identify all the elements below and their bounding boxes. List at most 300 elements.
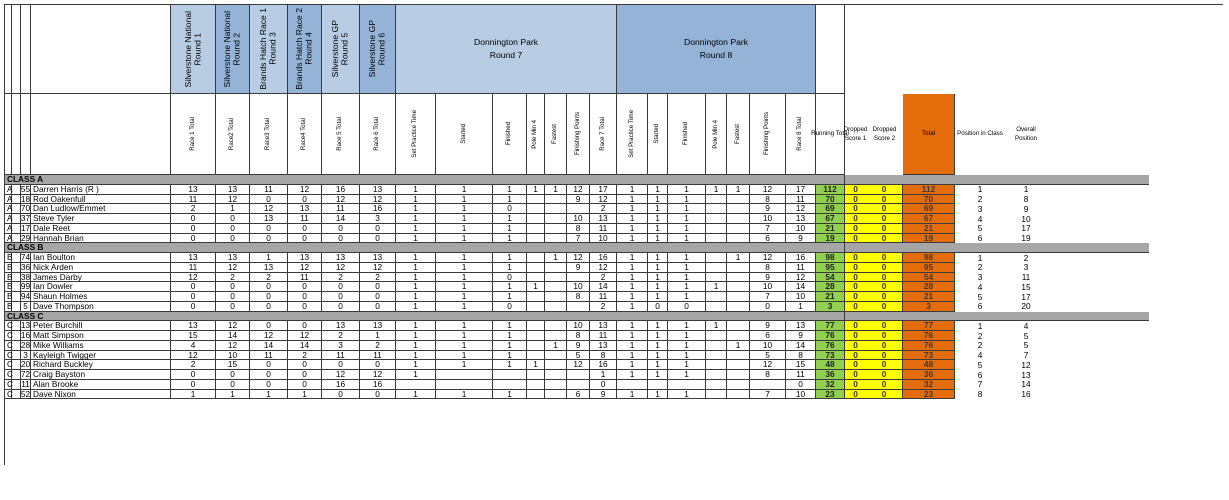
value-pos_overall	[1005, 214, 1047, 224]
driver-name-text: Matt Simpson	[33, 330, 84, 341]
value-pos_overall-text: 12	[1021, 359, 1031, 370]
value-pos_overall	[1005, 185, 1047, 195]
value-f8	[668, 234, 706, 244]
value-fa7-text: 1	[553, 252, 558, 263]
value-r4-text: 2	[302, 349, 307, 360]
value-r5-text: 2	[338, 271, 343, 282]
value-t7-text: 10	[598, 232, 608, 243]
column-header-r7_pole	[527, 94, 545, 175]
value-d1-text: 0	[853, 183, 858, 194]
value-s8-text: 1	[655, 261, 660, 272]
value-r1-text: 2	[190, 203, 196, 214]
value-d1-text: 0	[853, 330, 858, 341]
value-d1-text: 0	[853, 232, 858, 243]
value-f8-text: 1	[684, 232, 689, 243]
value-t7-text: 17	[598, 183, 608, 194]
value-running-text: 76	[825, 339, 835, 350]
value-r4-text: 14	[299, 339, 310, 350]
value-pm7-text: 1	[533, 183, 538, 194]
column-header-r7_practice-text: Set Practice Time	[411, 110, 419, 158]
value-fa7	[545, 370, 567, 380]
value-total	[903, 234, 955, 244]
value-s7-text: 1	[461, 359, 467, 370]
value-pos_class-text: 6	[977, 369, 983, 380]
value-f7-text: 1	[507, 330, 512, 341]
value-r6-text: 12	[372, 193, 383, 204]
value-r6-text: 0	[375, 300, 380, 311]
column-header-dropped-2-text: Dropped Score 2	[872, 126, 897, 142]
value-s7	[436, 302, 493, 312]
value-d1-text: 0	[853, 359, 858, 370]
value-fa8	[727, 224, 750, 234]
value-pos_class	[955, 302, 1005, 312]
value-d1-text: 0	[853, 222, 858, 233]
value-f7	[493, 234, 527, 244]
value-fa7-text: 1	[553, 183, 558, 194]
value-fp7-text: 12	[573, 183, 583, 194]
value-running-text: 112	[823, 183, 837, 194]
value-pm7	[527, 195, 545, 205]
value-r5-text: 0	[338, 281, 343, 292]
value-p7-text: 1	[413, 339, 418, 350]
value-r6-text: 3	[375, 213, 380, 224]
value-d1	[845, 390, 866, 400]
value-fa8	[727, 370, 750, 380]
value-pos_overall-text: 20	[1021, 301, 1031, 312]
value-fa7	[545, 214, 567, 224]
column-header-race5	[322, 94, 360, 175]
value-r1	[171, 302, 216, 312]
blank-cell	[12, 380, 21, 390]
value-d2-text: 0	[881, 378, 887, 389]
value-s7-text: 1	[461, 291, 467, 302]
value-running	[816, 234, 845, 244]
value-r3-text: 11	[264, 349, 273, 360]
value-f7	[493, 370, 527, 380]
value-f7-text: 0	[507, 203, 512, 214]
blank-cell	[12, 360, 21, 370]
value-running-text: 36	[825, 369, 835, 380]
value-t7-text: 14	[598, 281, 608, 292]
column-header-race2-text: Race2 Total	[228, 117, 236, 151]
value-r5-text: 0	[338, 232, 343, 243]
value-fa7	[545, 234, 567, 244]
value-r6-text: 13	[372, 183, 383, 194]
value-pos_overall	[1005, 321, 1047, 331]
value-p8-text: 1	[629, 261, 635, 272]
column-header-dropped-2	[866, 94, 903, 175]
value-fa8	[727, 302, 750, 312]
value-r6-text: 12	[372, 369, 383, 380]
value-s7-text: 1	[461, 320, 467, 331]
value-fp7-text: 10	[573, 281, 583, 292]
event-header-r3-text: Brands Hatch Race 1 Round 3	[258, 8, 278, 90]
value-r5	[322, 234, 360, 244]
class-cell-text: C	[7, 320, 13, 331]
value-fp7	[567, 263, 590, 273]
event-header-r7-text: Donnington Park Round 7	[473, 37, 539, 60]
class-section-band	[845, 243, 1149, 253]
value-r3-text: 11	[264, 183, 273, 194]
value-pos_overall-text: 16	[1021, 389, 1031, 400]
value-d2	[866, 302, 903, 312]
value-d2-text: 0	[881, 232, 887, 243]
column-header-r7_points-text: Finishing Points	[573, 112, 581, 156]
value-pm7-text: 1	[533, 281, 538, 292]
value-p8-text: 1	[629, 320, 635, 331]
value-pm8-text: 1	[713, 320, 719, 331]
value-s7-text: 1	[461, 203, 467, 214]
value-fp8-text: 5	[765, 349, 770, 360]
value-r5-text: 12	[335, 193, 346, 204]
value-d1	[845, 234, 866, 244]
value-r5-text: 0	[338, 388, 343, 399]
column-header-r8_practice	[617, 94, 648, 175]
header-blank	[31, 94, 171, 175]
value-pos_class-text: 1	[977, 184, 983, 195]
value-d1	[845, 302, 866, 312]
value-d2-text: 0	[881, 193, 887, 204]
value-f8-text: 1	[684, 359, 689, 370]
value-r1-text: 12	[188, 271, 198, 282]
value-fp8-text: 7	[765, 222, 770, 233]
value-pm8	[706, 185, 727, 195]
value-d2-text: 0	[881, 291, 887, 302]
value-running-text: 19	[825, 232, 835, 243]
value-pos_class-text: 2	[977, 194, 983, 205]
value-running-text: 54	[825, 271, 835, 282]
value-f8-text: 1	[684, 183, 689, 194]
column-header-r8_fastest-text: Fastest	[733, 124, 741, 144]
value-fp8-text: 12	[762, 183, 773, 194]
value-p7-text: 1	[413, 203, 418, 214]
value-t7-text: 0	[600, 378, 606, 389]
value-pos_overall	[1005, 204, 1047, 214]
value-pos_class	[955, 321, 1005, 331]
value-pos_overall	[1005, 302, 1047, 312]
value-r2-text: 12	[227, 193, 238, 204]
column-header-r7_points	[567, 94, 590, 175]
value-f8-text: 1	[684, 330, 689, 341]
value-r6-text: 2	[375, 271, 380, 282]
value-t7-text: 2	[600, 300, 606, 311]
value-pm7	[527, 214, 545, 224]
column-header-r7_fastest-text: Fastest	[551, 124, 559, 144]
value-pm8-text: 1	[713, 183, 719, 194]
value-pm8	[706, 224, 727, 234]
value-pos_class	[955, 273, 1005, 283]
value-r6-text: 1	[375, 330, 380, 341]
value-r4-text: 0	[302, 291, 307, 302]
value-p8-text: 1	[629, 222, 635, 233]
value-r3-text: 12	[263, 203, 274, 214]
value-total-text: 23	[923, 388, 934, 399]
driver-name-text: Craig Bayston	[33, 369, 86, 380]
value-t8-text: 14	[795, 339, 806, 350]
value-r2	[216, 234, 250, 244]
value-s8-text: 1	[655, 349, 660, 360]
value-fp7-text: 8	[575, 291, 581, 302]
value-p7-text: 1	[413, 369, 418, 380]
value-pos_overall	[1005, 292, 1047, 302]
column-header-r7_started-text: Started	[459, 124, 467, 144]
class-cell-text: A	[7, 203, 13, 214]
value-r3-text: 1	[266, 388, 271, 399]
value-f7-text: 1	[507, 388, 512, 399]
value-s7	[436, 360, 493, 370]
value-r2-text: 2	[230, 271, 235, 282]
value-pos_class	[955, 351, 1005, 361]
column-header-race6-text: Race 6 Total	[373, 117, 381, 151]
value-r2-text: 14	[227, 330, 238, 341]
event-header-r6	[360, 5, 396, 94]
value-r2-text: 12	[227, 261, 238, 272]
value-p8-text: 1	[629, 330, 635, 341]
class-cell-text: B	[7, 261, 13, 272]
value-f8-text: 0	[684, 300, 689, 311]
value-s7-text: 1	[461, 252, 467, 263]
blank-cell	[12, 204, 21, 214]
value-fp7-text: 8	[575, 222, 581, 233]
car-number-text: 55	[20, 183, 31, 194]
value-f7-text: 1	[507, 183, 512, 194]
car-number-text: 70	[20, 203, 31, 214]
class-cell-text: B	[7, 271, 13, 282]
value-pos_class	[955, 390, 1005, 400]
class-cell-text: A	[7, 232, 13, 243]
value-fp7	[567, 370, 590, 380]
value-f7-text: 1	[507, 281, 512, 292]
value-pos_class	[955, 331, 1005, 341]
value-pos_overall-text: 14	[1021, 379, 1031, 390]
value-fa7	[545, 321, 567, 331]
value-f8-text: 1	[684, 203, 689, 214]
value-d1-text: 0	[853, 349, 858, 360]
value-r4-text: 0	[302, 281, 307, 292]
value-p7-text: 1	[413, 252, 418, 263]
value-s7-text: 1	[461, 222, 467, 233]
value-f7	[493, 302, 527, 312]
value-t7-text: 1	[600, 369, 606, 380]
value-fa8	[727, 195, 750, 205]
column-header-overall-position-text: Overall Position	[1014, 126, 1037, 142]
value-t8	[786, 234, 816, 244]
value-r1-text: 13	[188, 183, 198, 194]
value-r1-text: 0	[190, 213, 196, 224]
event-header-r1	[171, 5, 216, 94]
value-r1	[171, 234, 216, 244]
value-d1-text: 0	[853, 252, 858, 263]
value-fp7-text: 12	[573, 359, 583, 370]
driver-name-text: Peter Burchill	[33, 320, 83, 331]
car-number-text: 13	[20, 320, 31, 331]
car-number-text: 37	[20, 213, 31, 224]
value-t8-text: 11	[796, 193, 805, 204]
value-r3-text: 0	[266, 320, 271, 331]
value-d1-text: 0	[853, 213, 858, 224]
class-cell-text: C	[7, 339, 13, 350]
value-pm8	[706, 321, 727, 331]
value-t7-text: 13	[598, 320, 608, 331]
value-r3-text: 2	[266, 271, 271, 282]
value-p7	[396, 370, 436, 380]
class-section-label: CLASS B	[7, 242, 44, 253]
column-header-r8_started	[648, 94, 668, 175]
driver-name	[31, 234, 171, 244]
class-cell-text: B	[7, 291, 13, 302]
value-pos_class-text: 5	[977, 359, 983, 370]
value-r4-text: 13	[299, 203, 310, 214]
value-t7-text: 11	[598, 222, 608, 233]
event-header-r8-text: Donnington Park Round 8	[683, 37, 749, 60]
value-total-text: 21	[923, 222, 934, 233]
value-fa7	[545, 263, 567, 273]
value-pos_overall-text: 17	[1021, 223, 1031, 234]
value-fp8-text: 8	[765, 193, 770, 204]
event-header-r7	[396, 5, 617, 94]
header-blank	[816, 5, 845, 94]
blank-cell	[12, 292, 21, 302]
value-running-text: 95	[825, 261, 835, 272]
value-f7-text: 1	[507, 359, 512, 370]
value-d2-text: 0	[881, 213, 887, 224]
column-header-race2	[216, 94, 250, 175]
value-pos_overall-text: 2	[1023, 252, 1029, 263]
header-blank	[21, 5, 31, 94]
value-fa8	[727, 292, 750, 302]
value-r2-text: 0	[230, 300, 235, 311]
value-pos_overall-text: 10	[1021, 213, 1031, 224]
value-s8-text: 1	[655, 320, 660, 331]
value-r4-text: 0	[302, 378, 307, 389]
blank-cell	[12, 263, 21, 273]
value-pos_class	[955, 263, 1005, 273]
value-f8-text: 1	[684, 281, 689, 292]
value-r1-text: 1	[190, 388, 196, 399]
value-p8	[617, 234, 648, 244]
value-r6-text: 13	[372, 320, 383, 331]
value-pos_overall-text: 5	[1023, 340, 1029, 351]
value-p8-text: 1	[629, 291, 635, 302]
car-number-text: 36	[20, 261, 31, 272]
value-pos_class	[955, 214, 1005, 224]
class-cell-text: A	[7, 213, 13, 224]
driver-name	[31, 302, 171, 312]
value-fp7-text: 12	[573, 252, 583, 263]
value-d1-text: 0	[853, 291, 858, 302]
value-p7-text: 1	[413, 193, 418, 204]
value-f8-text: 1	[684, 252, 689, 263]
value-running-text: 23	[825, 388, 835, 399]
column-header-r8_started-text: Started	[653, 124, 661, 144]
value-pos_class	[955, 224, 1005, 234]
value-s8-text: 1	[655, 193, 660, 204]
value-r3	[250, 302, 288, 312]
value-d1-text: 0	[853, 193, 858, 204]
value-pos_overall-text: 11	[1021, 272, 1031, 283]
value-fp8-text: 12	[762, 359, 773, 370]
value-r3-text: 0	[266, 300, 271, 311]
value-d1-text: 0	[853, 369, 858, 380]
value-pos_class-text: 2	[977, 262, 983, 273]
blank-cell	[12, 185, 21, 195]
value-pm8	[706, 360, 727, 370]
value-fa8	[727, 351, 750, 361]
blank-cell	[12, 282, 21, 292]
value-pm7	[527, 263, 545, 273]
value-fa8	[727, 204, 750, 214]
header-blank	[5, 5, 12, 94]
value-pos_class-text: 2	[977, 340, 983, 351]
value-r1-text: 13	[188, 252, 198, 263]
value-f8-text: 1	[684, 261, 689, 272]
value-pm7	[527, 224, 545, 234]
value-pm8	[706, 370, 727, 380]
value-fa8	[727, 263, 750, 273]
value-t7-text: 9	[600, 388, 606, 399]
value-t8-text: 10	[795, 222, 806, 233]
value-r1-text: 11	[188, 193, 198, 204]
value-pm7	[527, 341, 545, 351]
column-header-r8_finished	[668, 94, 706, 175]
value-r4-text: 0	[302, 193, 307, 204]
value-t8-text: 8	[798, 349, 803, 360]
value-fa8	[727, 273, 750, 283]
value-pos_class-text: 8	[977, 389, 983, 400]
value-s7-text: 1	[461, 232, 467, 243]
value-p8-text: 1	[629, 388, 635, 399]
value-t8-text: 9	[798, 330, 803, 341]
value-f7-text: 1	[507, 232, 512, 243]
value-s8-text: 0	[655, 300, 660, 311]
value-pos_class	[955, 204, 1005, 214]
value-p7-text: 1	[413, 359, 418, 370]
value-d1-text: 0	[853, 261, 858, 272]
value-pos_overall	[1005, 224, 1047, 234]
value-f8-text: 1	[684, 320, 689, 331]
value-s8-text: 1	[655, 291, 660, 302]
column-header-r8_fastest	[727, 94, 750, 175]
car-number-text: 74	[20, 252, 31, 263]
value-t8-text: 15	[795, 359, 806, 370]
value-fp8-text: 10	[762, 339, 773, 350]
value-total-text: 98	[923, 252, 934, 263]
value-running-text: 98	[825, 252, 835, 263]
driver-name-text: Alan Brooke	[33, 378, 79, 389]
car-number-text: 28	[20, 339, 31, 350]
value-d2-text: 0	[881, 203, 887, 214]
value-p7-text: 1	[413, 271, 418, 282]
driver-name-text: Shaun Holmes	[33, 291, 88, 302]
value-r2-text: 0	[230, 291, 235, 302]
value-t7-text: 2	[600, 203, 606, 214]
value-t8-text: 10	[795, 388, 806, 399]
value-d2	[866, 390, 903, 400]
blank-cell	[12, 321, 21, 331]
column-header-running-total	[811, 94, 849, 175]
value-running-text: 70	[825, 193, 835, 204]
value-pm7-text: 1	[533, 359, 538, 370]
class-cell-text: A	[7, 183, 13, 194]
value-fp8-text: 0	[765, 300, 770, 311]
value-pm8	[706, 292, 727, 302]
blank-cell	[12, 351, 21, 361]
value-t8-text: 1	[798, 300, 803, 311]
value-pm7	[527, 360, 545, 370]
value-r5-text: 0	[338, 300, 343, 311]
value-fp7-text: 9	[575, 339, 581, 350]
value-pos_overall-text: 3	[1023, 262, 1029, 273]
